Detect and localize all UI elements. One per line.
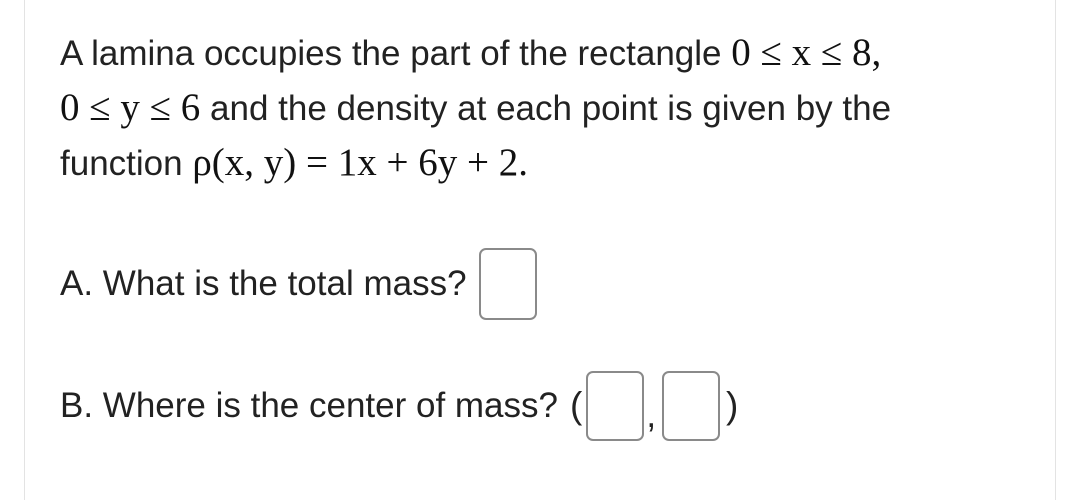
math-density-function: ρ(x, y) = 1x + 6y + 2. bbox=[192, 141, 528, 184]
close-paren: ) bbox=[726, 385, 739, 426]
problem-line-1 bbox=[60, 26, 1020, 81]
open-paren: ( bbox=[569, 385, 583, 426]
total-mass-answer-box[interactable] bbox=[479, 248, 537, 320]
center-y-answer-box[interactable] bbox=[662, 371, 720, 441]
question-a-label: A. What is the total mass? bbox=[60, 264, 467, 303]
question-b bbox=[60, 368, 738, 444]
comma: , bbox=[646, 396, 657, 435]
problem-statement bbox=[60, 26, 1020, 191]
problem-line-2 bbox=[60, 81, 1020, 136]
problem-line-3 bbox=[60, 136, 1020, 191]
problem-text-2: and the density at each point is given by the bbox=[200, 89, 892, 128]
question-a bbox=[60, 246, 537, 322]
problem-text-1: A lamina occupies the part of the rectangle bbox=[60, 34, 732, 73]
question-b-label: B. Where is the center of mass? bbox=[60, 386, 558, 425]
math-y-range: 0 ≤ y ≤ 6 bbox=[60, 86, 201, 129]
math-x-range: 0 ≤ x ≤ 8, bbox=[731, 31, 882, 74]
problem-text-3: function bbox=[60, 144, 193, 183]
center-x-answer-box[interactable] bbox=[586, 371, 644, 441]
